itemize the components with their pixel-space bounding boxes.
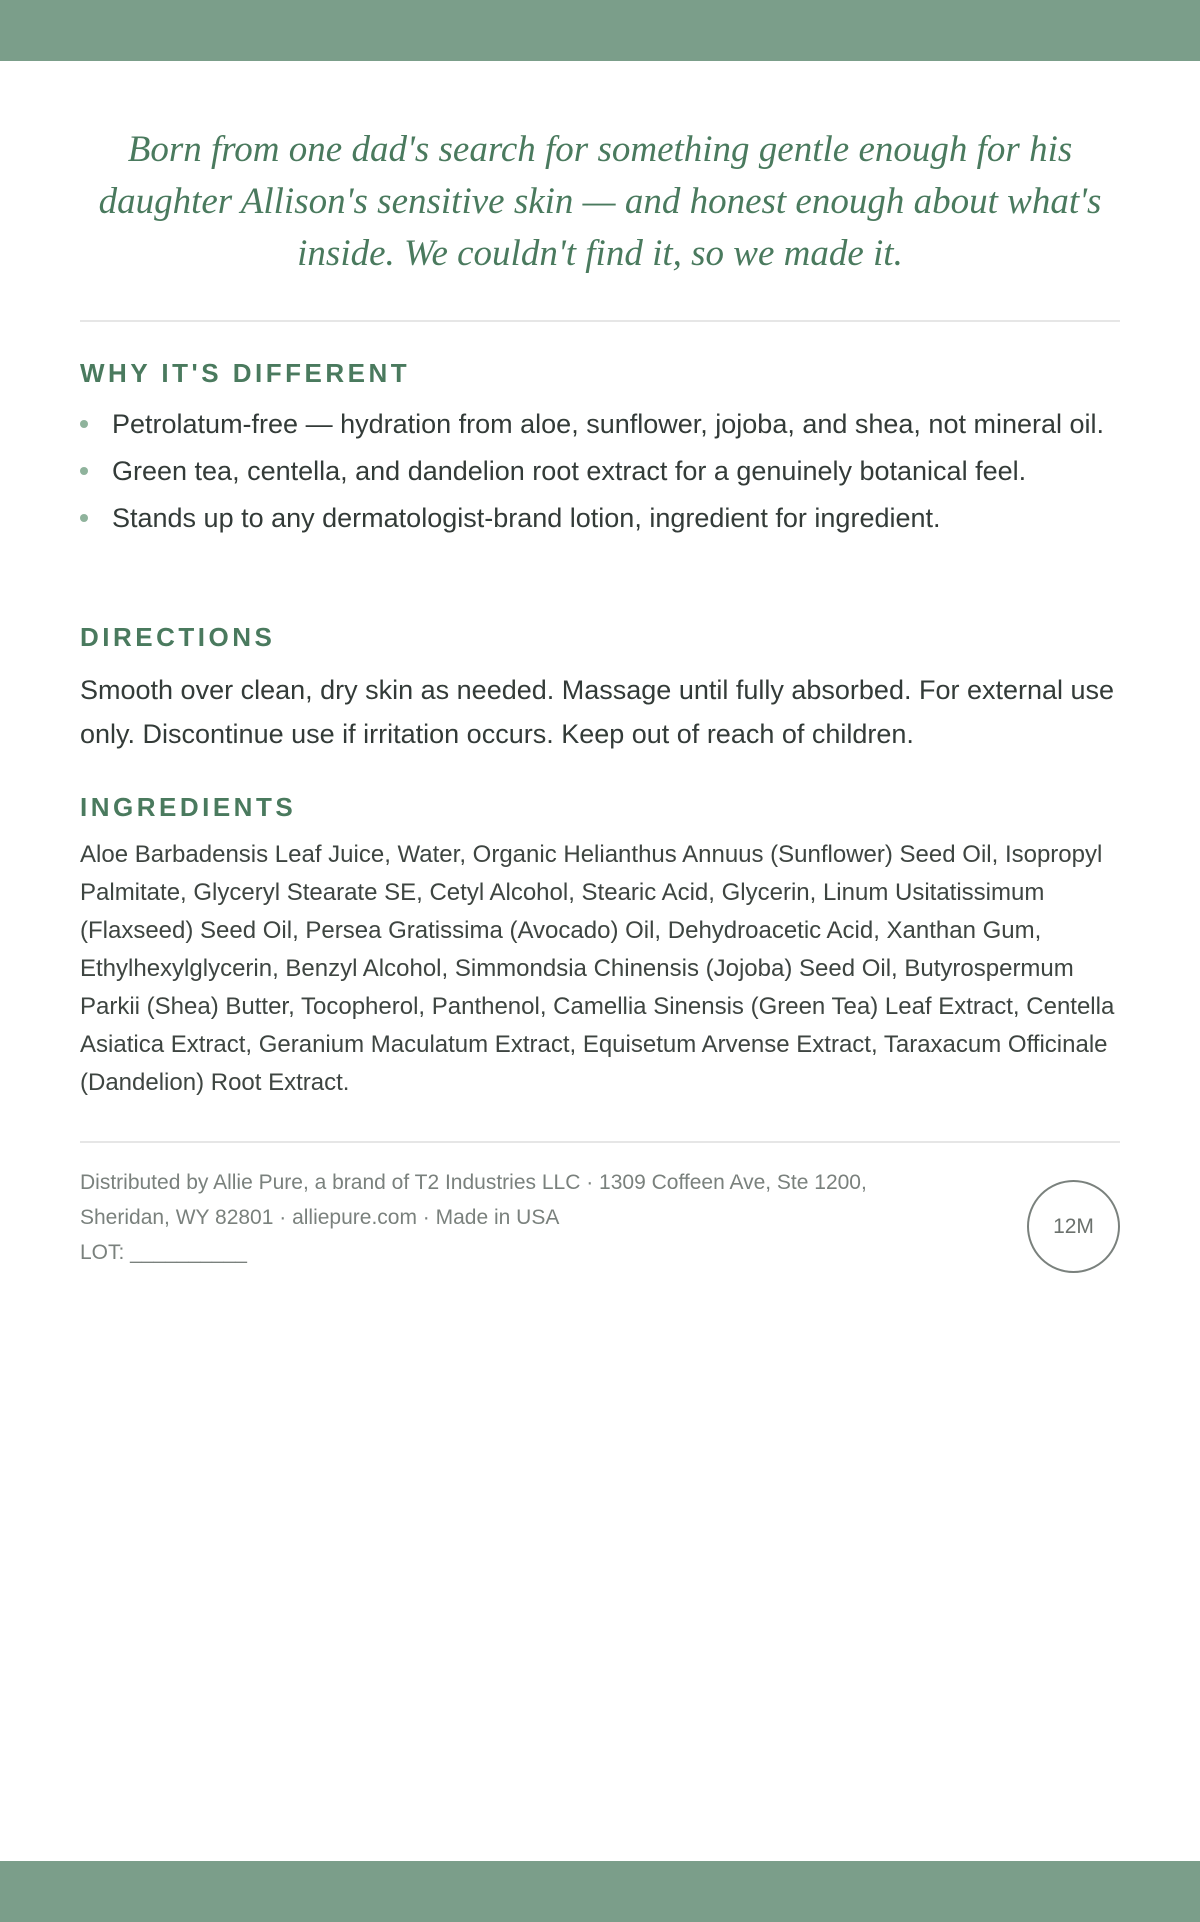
distributor-line: Distributed by Allie Pure, a brand of T2 Industries LLC · 1309 Coffeen Ave, Ste 1200, (80, 1171, 867, 1194)
list-item (80, 402, 1120, 446)
list-item-text: Stands up to any dermatologist-brand lotion, ingredient for ingredient. (112, 503, 941, 533)
divider (80, 320, 1120, 322)
distributor-line: Sheridan, WY 82801 · alliepure.com · Made in USA (80, 1206, 560, 1229)
list-item-text: Petrolatum-free — hydration from aloe, sunflower, jojoba, and shea, not mineral oil. (112, 409, 1105, 439)
period-after-opening-badge: 12M (1027, 1180, 1120, 1273)
divider (80, 1141, 1120, 1143)
list-item-text: Green tea, centella, and dandelion root extract for a genuinely botanical feel. (112, 456, 1027, 486)
list-item (80, 496, 1120, 540)
bullet-dot-icon (80, 420, 88, 428)
brand-story-tagline: Born from one dad's search for something gentle enough for his daughter Allison's sensitive skin — and honest enough about what's inside. We couldn't find it, so we made it. (98, 129, 1102, 274)
bottom-color-band (0, 1861, 1200, 1922)
lot-number-field: LOT: __________ (80, 1241, 247, 1264)
distributor-footer (80, 1165, 1000, 1270)
benefits-list (80, 402, 1120, 543)
bullet-dot-icon (80, 467, 88, 475)
list-item (80, 449, 1120, 493)
top-color-band (0, 0, 1200, 61)
section-heading-why-different: WHY IT'S DIFFERENT (80, 358, 411, 388)
ingredients-text: Aloe Barbadensis Leaf Juice, Water, Organic Helianthus Annuus (Sunflower) Seed Oil, Isopropyl Palmitate, Glyceryl Stearate SE, Cetyl Alcohol, Stearic Acid, Glycerin, Linum Usitatissimum (Flaxseed) Seed Oil, Persea Gratissima (Avocado) Oil, Dehydroacetic Acid, Xanthan Gum, Ethylhexylglycerin, Benzyl Alcohol, Simmondsia Chinensis (Jojoba) Seed Oil, Butyrospermum Parkii (Shea) Butter, Tocopherol, Panthenol, Camellia Sinensis (Green Tea) Leaf Extract, Centella Asiatica Extract, Geranium Maculatum Extract, Equisetum Arvense Extract, Taraxacum Officinale (Dandelion) Root Extract. (80, 841, 1115, 1096)
directions-text: Smooth over clean, dry skin as needed. Massage until fully absorbed. For external use only. Discontinue use if irritation occurs. Keep out of reach of children. (80, 675, 1115, 749)
section-heading-directions: DIRECTIONS (80, 622, 276, 652)
section-heading-ingredients: INGREDIENTS (80, 792, 297, 822)
bullet-dot-icon (80, 514, 88, 522)
